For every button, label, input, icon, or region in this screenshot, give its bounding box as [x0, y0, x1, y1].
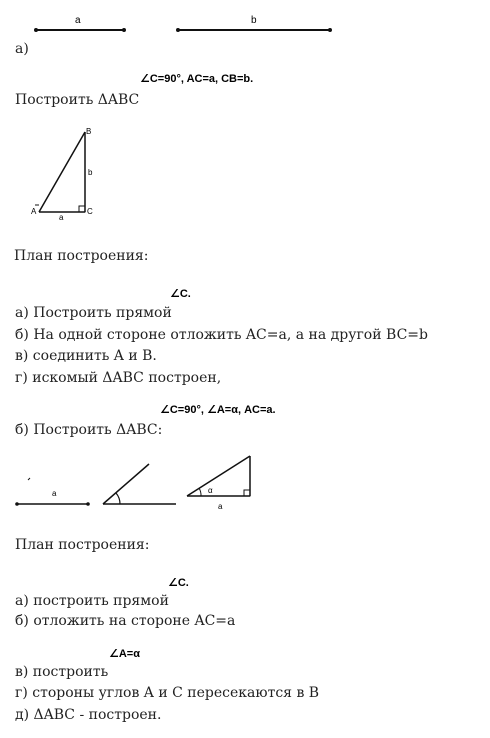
- side-b-label: b: [88, 168, 93, 177]
- plan-title-1: План построения:: [14, 248, 149, 264]
- plan1-step-d: г) искомый ΔABC построен,: [15, 370, 222, 386]
- plan2-step-d: г) стороны углов A и C пересекаются в B: [15, 685, 320, 701]
- vertex-a-label: A: [31, 207, 37, 216]
- angle-c-2: ∠C.: [168, 577, 189, 589]
- plan2-step-e: д) ΔABC - построен.: [15, 707, 162, 723]
- segment-a2-label: a: [52, 489, 57, 498]
- segment-b-label: b: [251, 15, 257, 26]
- side-a-label: a: [59, 213, 64, 222]
- item-a-marker: а): [15, 41, 29, 57]
- plan-title-2: План построения:: [15, 537, 150, 553]
- conditions-formula-2: ∠C=90°, ∠A=α, AC=a.: [160, 404, 276, 416]
- triangle-side-a-label: a: [218, 502, 223, 511]
- plan2-step-a: а) построить прямой: [15, 593, 169, 609]
- alpha-label: α: [208, 486, 213, 495]
- triangle-abc-figure: [30, 125, 130, 225]
- angle-c-1: ∠C.: [170, 288, 191, 300]
- task-2: б) Построить ΔABC:: [15, 422, 163, 438]
- construction-figure-2: [0, 450, 490, 520]
- plan1-step-c: в) соединить A и B.: [15, 348, 157, 364]
- plan1-step-a: а) Построить прямой: [15, 305, 172, 321]
- segment-a-figure: [0, 0, 490, 40]
- vertex-b-label: B: [86, 127, 92, 136]
- vertex-c-label: C: [87, 207, 93, 216]
- plan2-step-c: в) построить: [15, 664, 109, 680]
- plan2-step-b: б) отложить на стороне AC=a: [15, 613, 236, 629]
- plan1-step-b: б) На одной стороне отложить AC=a, а на другой BC=b: [15, 327, 428, 343]
- conditions-formula-1: ∠C=90°, AC=a, CB=b.: [140, 73, 254, 85]
- task-1: Построить ΔABC: [15, 92, 140, 108]
- angle-a-alpha: ∠A=α: [109, 648, 140, 660]
- segment-a-label: a: [75, 15, 81, 26]
